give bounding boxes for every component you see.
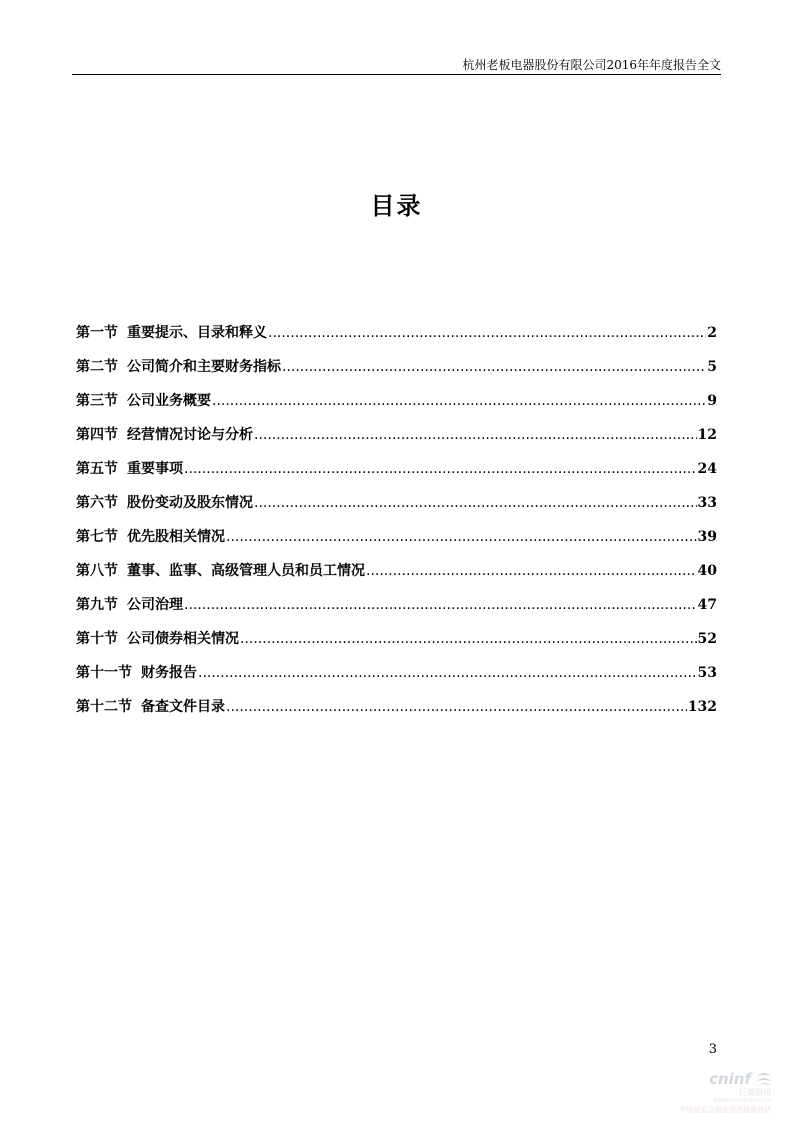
toc-leader-dots (366, 563, 697, 579)
toc-leader-dots (184, 461, 697, 477)
toc-section-label: 第五节 (76, 461, 118, 477)
toc-leader-dots (226, 529, 697, 545)
toc-section-title: 财务报告 (141, 665, 197, 681)
toc-entry-section-12[interactable] (76, 696, 717, 730)
toc-entry-section-6[interactable] (76, 492, 717, 526)
toc-section-title: 董事、监事、高级管理人员和员工情况 (127, 563, 365, 579)
toc-section-label: 第八节 (76, 563, 118, 579)
toc-section-label: 第七节 (76, 529, 118, 545)
toc-page-number: 24 (697, 461, 717, 477)
toc-entry-section-2[interactable] (76, 356, 717, 390)
toc-section-title: 公司治理 (127, 597, 183, 613)
cninfo-watermark (665, 1070, 775, 1116)
toc-entry-section-5[interactable] (76, 458, 717, 492)
toc-entry-section-11[interactable] (76, 662, 717, 696)
toc-page-number: 39 (697, 529, 717, 545)
toc-entry-section-9[interactable] (76, 594, 717, 628)
toc-page-number: 53 (697, 665, 717, 681)
toc-section-title: 公司简介和主要财务指标 (127, 359, 281, 375)
toc-entry-section-1[interactable] (76, 322, 717, 356)
toc-page-number: 47 (697, 597, 717, 613)
table-of-contents (76, 322, 717, 730)
toc-leader-dots (226, 699, 687, 715)
toc-section-title: 经营情况讨论与分析 (127, 427, 253, 443)
toc-leader-dots (240, 631, 697, 647)
toc-leader-dots (268, 325, 706, 341)
watermark-tagline: 中国证监会指定信息披露网站 (680, 1106, 771, 1114)
toc-leader-dots (198, 665, 697, 681)
toc-entry-section-8[interactable] (76, 560, 717, 594)
toc-section-label: 第十二节 (76, 699, 132, 715)
toc-leader-dots (184, 597, 697, 613)
toc-page-number: 2 (707, 325, 717, 341)
toc-page-number: 9 (707, 393, 717, 409)
toc-section-label: 第十一节 (76, 665, 132, 681)
toc-section-label: 第十节 (76, 631, 118, 647)
toc-entry-section-7[interactable] (76, 526, 717, 560)
watermark-url: www.cninfo.com.cn (712, 1097, 771, 1104)
toc-page-number: 132 (687, 699, 717, 715)
watermark-brand: cninf (709, 1070, 751, 1088)
toc-page-number: 12 (697, 427, 717, 443)
watermark-brand-cn: 巨潮资讯 (739, 1088, 771, 1097)
toc-section-label: 第六节 (76, 495, 118, 511)
page-title: 目录 (370, 192, 423, 220)
toc-page-number: 52 (697, 631, 717, 647)
toc-section-title: 股份变动及股东情况 (127, 495, 253, 511)
toc-leader-dots (254, 427, 697, 443)
toc-section-title: 重要事项 (127, 461, 183, 477)
toc-page-number: 5 (707, 359, 717, 375)
toc-section-label: 第二节 (76, 359, 118, 375)
toc-leader-dots (282, 359, 706, 375)
toc-section-title: 公司债券相关情况 (127, 631, 239, 647)
toc-section-title: 公司业务概要 (127, 393, 211, 409)
toc-entry-section-10[interactable] (76, 628, 717, 662)
toc-section-label: 第一节 (76, 325, 118, 341)
running-header: 杭州老板电器股份有限公司2016年年度报告全文 (462, 58, 721, 72)
toc-leader-dots (212, 393, 706, 409)
toc-leader-dots (254, 495, 697, 511)
toc-entry-section-3[interactable] (76, 390, 717, 424)
toc-section-label: 第四节 (76, 427, 118, 443)
toc-page-number: 33 (697, 495, 717, 511)
toc-section-title: 备查文件目录 (141, 699, 225, 715)
header-rule (72, 74, 721, 75)
toc-section-label: 第九节 (76, 597, 118, 613)
toc-page-number: 40 (697, 563, 717, 579)
cninfo-logo-icon (755, 1071, 773, 1087)
toc-section-title: 优先股相关情况 (127, 529, 225, 545)
toc-section-label: 第三节 (76, 393, 118, 409)
toc-entry-section-4[interactable] (76, 424, 717, 458)
toc-section-title: 重要提示、目录和释义 (127, 325, 267, 341)
page-number: 3 (708, 1042, 717, 1057)
